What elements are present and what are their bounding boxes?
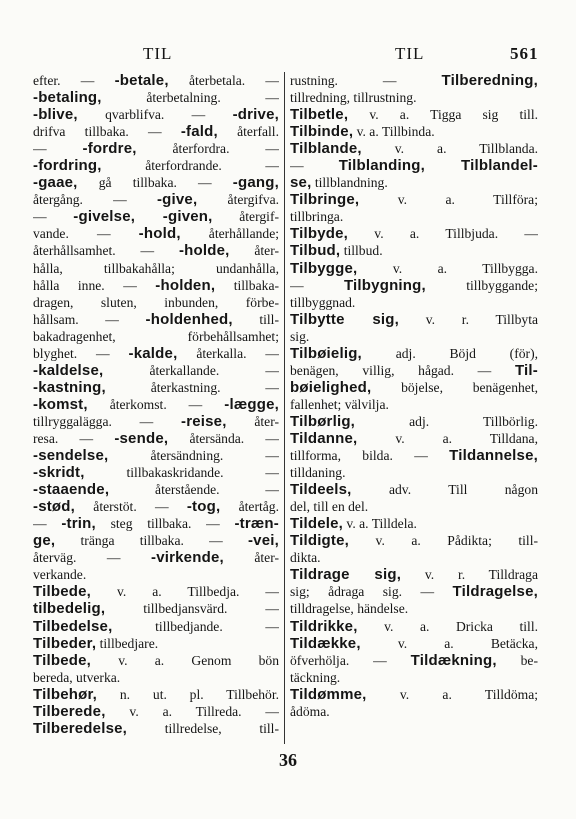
text-line <box>290 549 538 566</box>
headword: -holdenhed, <box>145 310 233 328</box>
definition-text: del, till en del. <box>290 499 369 515</box>
text-line <box>33 635 279 652</box>
text-line <box>33 498 279 515</box>
definition-text: tillbaka- <box>215 277 279 293</box>
headword: -gang, <box>232 174 279 192</box>
headword: -fordring, <box>33 157 102 175</box>
definition-text: öfverhölja. — <box>290 652 411 668</box>
definition-text: gå tillbaka. — <box>77 175 233 191</box>
headword: Tilbøielig, <box>290 344 362 362</box>
headword: Tilberedning, <box>441 72 538 89</box>
definition-text: åter- <box>223 550 279 566</box>
headword: -stød, <box>33 498 76 516</box>
definition-text: tillbyggnad. <box>290 294 356 310</box>
definition-text: återkalla. — <box>177 345 279 361</box>
headword: -virkende, <box>151 549 224 567</box>
definition-text: tillryggalägga. — <box>33 413 181 429</box>
definition-text: tillbud. <box>340 243 383 259</box>
headword: -betale, <box>114 72 169 89</box>
text-line <box>290 89 538 106</box>
definition-text: sig; ådraga sig. — <box>290 584 453 600</box>
headword: -fordre, <box>82 140 137 158</box>
definition-text: v. r. Tilldraga <box>401 567 538 583</box>
text-line <box>290 600 538 617</box>
definition-text: adj. Böjd (för), <box>361 345 538 361</box>
definition-text: tillblandning. <box>311 175 388 191</box>
definition-text: bakadragenhet, förbehållsamhet; <box>33 328 279 344</box>
definition-text: v. a. Tillreda. — <box>105 703 279 719</box>
definition-text: återfordra. — <box>136 141 279 157</box>
definition-text: v. a. Betäcka, <box>360 635 538 651</box>
headword: Tildækning, <box>410 651 497 669</box>
definition-text: täckning. <box>290 669 341 685</box>
headword: Tilbygge, <box>290 259 358 277</box>
definition-text: till- <box>232 311 279 327</box>
text-line <box>290 618 538 635</box>
definition-text: återsändning. — <box>108 448 279 464</box>
text-line <box>33 140 279 157</box>
headword: Tildeels, <box>290 481 352 499</box>
definition-text: v. a. Dricka till. <box>357 618 538 634</box>
definition-text: återfordrande. — <box>101 158 279 174</box>
definition-text: v. a. Genom bön <box>91 652 279 668</box>
headword: ge, <box>33 532 56 550</box>
headword: -givelse, -given, <box>73 208 213 226</box>
definition-text: v. a. Pådikta; till- <box>349 533 538 549</box>
definition-text: tillbakaskridande. — <box>84 465 279 481</box>
text-line <box>290 413 538 430</box>
definition-text: tillbedjare. <box>96 635 159 651</box>
definition-text: hålla, tillbakahålla; undanhålla, <box>33 260 279 276</box>
text-line <box>33 430 279 447</box>
definition-text: blyghet. — <box>33 345 129 361</box>
headword: Tildømme, <box>290 685 367 703</box>
headword: Tilbytte sig, <box>290 310 400 328</box>
headword: Tilblanding, Tilblandel- <box>338 157 538 175</box>
text-line <box>290 328 538 345</box>
headword: bøielighed, <box>290 378 372 396</box>
text-line <box>33 242 279 259</box>
text-line <box>290 191 538 208</box>
definition-text: återväg. — <box>33 550 151 566</box>
headword: Tilbygning, <box>343 276 426 294</box>
text-line <box>33 174 279 191</box>
headword: Tildannelse, <box>449 447 538 465</box>
text-line <box>290 635 538 652</box>
text-line <box>33 703 279 720</box>
text-line <box>290 464 538 481</box>
text-line <box>290 669 538 686</box>
text-line <box>33 549 279 566</box>
headword: -trin, <box>61 515 96 533</box>
definition-text: tillbedjansvärd. — <box>105 601 279 617</box>
definition-text: qvarblifva. — <box>77 107 233 123</box>
definition-text: hållsam. — <box>33 311 146 327</box>
text-line <box>290 447 538 464</box>
text-line <box>33 72 279 89</box>
headword: Tilbringe, <box>290 191 360 209</box>
definition-text: tillbringa. <box>290 209 344 225</box>
text-line <box>33 566 279 583</box>
text-line <box>33 618 279 635</box>
headword: Tilbinde, <box>290 123 354 141</box>
text-line <box>33 106 279 123</box>
definition-text: v. a. Tilldela. <box>343 516 417 532</box>
definition-text: be- <box>496 652 538 668</box>
definition-text: återhållande; <box>180 226 279 242</box>
headword: Tilbud, <box>290 242 341 260</box>
headword: -vei, <box>247 532 279 550</box>
definition-text: dikta. <box>290 550 321 566</box>
text-line <box>33 600 279 617</box>
text-line <box>290 515 538 532</box>
definition-text: n. ut. pl. Tillbehör. <box>97 686 279 702</box>
text-line <box>33 515 279 532</box>
definition-text: v. a. Tillblanda. <box>361 141 538 157</box>
definition-text: återkomst. — <box>87 396 225 412</box>
definition-text: rustning. — <box>290 73 442 88</box>
headword: tilbedelig, <box>33 600 106 618</box>
right-column <box>290 72 538 720</box>
headword: -skridt, <box>33 464 85 482</box>
definition-text: åter- <box>229 243 279 259</box>
headword: -fald, <box>180 123 218 141</box>
text-line <box>33 652 279 669</box>
text-line <box>33 345 279 362</box>
headword: -reise, <box>181 412 227 430</box>
text-line <box>290 294 538 311</box>
definition-text: drifva tillbaka. — <box>33 124 181 140</box>
text-line <box>290 703 538 720</box>
headword: -kastning, <box>33 378 106 396</box>
definition-text: v. a. Tilldöma; <box>366 686 538 702</box>
definition-text: benägen, villig, hågad. — <box>290 362 515 378</box>
text-line <box>33 191 279 208</box>
text-line <box>33 277 279 294</box>
definition-text: v. a. Tilldana, <box>357 430 538 446</box>
text-line <box>290 277 538 294</box>
headword: -kalde, <box>128 344 178 362</box>
definition-text: återfall. <box>217 124 279 140</box>
text-line <box>290 123 538 140</box>
headword: Tildele, <box>290 515 344 533</box>
headword: -kaldelse, <box>33 361 104 379</box>
definition-text: v. a. Tillbedja. — <box>91 584 279 600</box>
definition-text: vande. — <box>33 226 139 242</box>
definition-text: återstöt. — <box>75 499 187 515</box>
text-line <box>33 225 279 242</box>
definition-text: ådöma. <box>290 703 330 719</box>
headword: Tildrikke, <box>290 617 358 635</box>
definition-text: återstående. — <box>109 482 279 498</box>
text-line <box>33 464 279 481</box>
text-line <box>33 328 279 345</box>
definition-text: tillredelse, till- <box>127 720 279 736</box>
headword: Tildragelse, <box>452 583 538 601</box>
text-line <box>290 396 538 413</box>
text-line <box>290 566 538 583</box>
definition-text: återgif- <box>212 209 279 225</box>
definition-text: verkande. <box>33 567 87 583</box>
text-line <box>33 583 279 600</box>
headword: -drive, <box>232 106 279 124</box>
headword: Tilberede, <box>33 702 106 720</box>
definition-text: — <box>290 158 339 174</box>
definition-text: fallenhet; välvilja. <box>290 396 389 412</box>
definition-text: v. a. Tillföra; <box>359 192 538 208</box>
headword: Tilbetle, <box>290 106 349 124</box>
headword: -holden, <box>155 276 216 294</box>
column-divider <box>284 72 285 744</box>
headword: -hold, <box>138 225 181 243</box>
definition-text: återbetalning. — <box>101 90 279 106</box>
text-line <box>290 652 538 669</box>
text-line <box>290 345 538 362</box>
text-line <box>33 413 279 430</box>
definition-text: återhållsamhet. — <box>33 243 179 259</box>
text-line <box>290 430 538 447</box>
definition-text: — <box>33 141 83 157</box>
headword: Tilbørlig, <box>290 412 356 430</box>
definition-text: återgång. — <box>33 192 157 208</box>
headword: Tilberedelse, <box>33 719 128 737</box>
text-line <box>33 720 279 737</box>
text-line <box>290 481 538 498</box>
text-line <box>33 379 279 396</box>
headword: -staaende, <box>33 481 110 499</box>
text-line <box>33 532 279 549</box>
headword: Tilbeder, <box>33 634 97 652</box>
definition-text: återbetala. — <box>168 73 279 88</box>
headword: Tildrage sig, <box>290 566 402 584</box>
definition-text: tilldaning. <box>290 465 346 481</box>
headword: Tilblande, <box>290 140 362 158</box>
headword: -holde, <box>178 242 230 260</box>
page-number: 561 <box>510 44 539 63</box>
signature-mark: 36 <box>279 750 297 770</box>
headword: -betaling, <box>33 89 102 107</box>
definition-text: adv. Till någon <box>351 482 538 498</box>
text-line <box>33 208 279 225</box>
text-line <box>33 311 279 328</box>
text-line <box>33 669 279 686</box>
definition-text: tränga tillbaka. — <box>55 533 248 549</box>
text-line <box>290 311 538 328</box>
definition-text: tilldragelse, händelse. <box>290 601 409 617</box>
headword: Tilbyde, <box>290 225 349 243</box>
definition-text: bereda, utverka. <box>33 669 121 685</box>
text-line <box>290 157 538 174</box>
definition-text: v. a. Tillbjuda. — <box>348 226 538 242</box>
definition-text: — <box>33 209 74 225</box>
text-line <box>290 140 538 157</box>
text-line <box>290 362 538 379</box>
definition-text: adj. Tillbörlig. <box>355 413 538 429</box>
definition-text: — <box>290 277 344 293</box>
running-head-right: TIL <box>395 44 425 63</box>
text-line <box>290 174 538 191</box>
definition-text: — <box>33 516 62 532</box>
text-line <box>33 686 279 703</box>
left-column <box>33 72 279 737</box>
text-line <box>290 379 538 396</box>
definition-text: v. r. Tillbyta <box>399 311 538 327</box>
definition-text: böjelse, benägenhet, <box>371 379 538 395</box>
headword: -træn- <box>234 515 279 533</box>
headword: -blive, <box>33 106 78 124</box>
text-line <box>33 89 279 106</box>
text-line <box>290 225 538 242</box>
text-line <box>33 447 279 464</box>
headword: se, <box>290 174 312 192</box>
definition-text: v. a. Tillbinda. <box>353 124 435 140</box>
text-line <box>290 260 538 277</box>
headword: Tilbedelse, <box>33 617 113 635</box>
text-line <box>33 294 279 311</box>
text-line <box>290 686 538 703</box>
text-line <box>290 208 538 225</box>
definition-text: återgifva. <box>197 192 279 208</box>
definition-text: steg tillbaka. — <box>95 516 235 532</box>
headword: -tog, <box>186 498 221 516</box>
text-line <box>290 498 538 515</box>
text-line <box>33 260 279 277</box>
definition-text: hålla inne. — <box>33 277 156 293</box>
definition-text: återkallande. — <box>103 362 279 378</box>
headword: Tildigte, <box>290 532 350 550</box>
definition-text: dragen, sluten, inbunden, förbe- <box>33 294 279 310</box>
definition-text: tillforma, bilda. — <box>290 448 450 464</box>
text-line <box>290 72 538 89</box>
headword: -sende, <box>114 429 169 447</box>
text-line <box>290 242 538 259</box>
headword: Tilbede, <box>33 651 92 669</box>
headword: -lægge, <box>224 395 279 413</box>
headword: -komst, <box>33 395 88 413</box>
definition-text: resa. — <box>33 430 115 446</box>
definition-text: återsända. — <box>168 430 279 446</box>
headword: Til- <box>514 361 538 379</box>
definition-text: v. a. Tigga sig till. <box>348 107 538 123</box>
headword: Tilbede, <box>33 583 92 601</box>
headword: Tildanne, <box>290 429 358 447</box>
headword: Tildække, <box>290 634 361 652</box>
page-header <box>0 44 576 68</box>
definition-text: v. a. Tillbygga. <box>357 260 538 276</box>
definition-text: återkastning. — <box>105 379 279 395</box>
headword: -gaae, <box>33 174 78 192</box>
definition-text: sig. <box>290 328 310 344</box>
text-line <box>290 532 538 549</box>
text-line <box>33 362 279 379</box>
text-line <box>33 157 279 174</box>
text-line <box>33 123 279 140</box>
text-line <box>290 583 538 600</box>
headword: -sendelse, <box>33 447 109 465</box>
text-line <box>290 106 538 123</box>
headword: Tilbehør, <box>33 685 98 703</box>
definition-text: återtåg. <box>220 499 279 515</box>
text-line <box>33 396 279 413</box>
definition-text: tillbyggande; <box>425 277 538 293</box>
running-head-left: TIL <box>143 44 173 63</box>
definition-text: efter. — <box>33 73 115 88</box>
text-line <box>33 481 279 498</box>
definition-text: tillredning, tillrustning. <box>290 90 417 106</box>
headword: -give, <box>156 191 198 209</box>
definition-text: åter- <box>226 413 279 429</box>
definition-text: tillbedjande. — <box>112 618 279 634</box>
